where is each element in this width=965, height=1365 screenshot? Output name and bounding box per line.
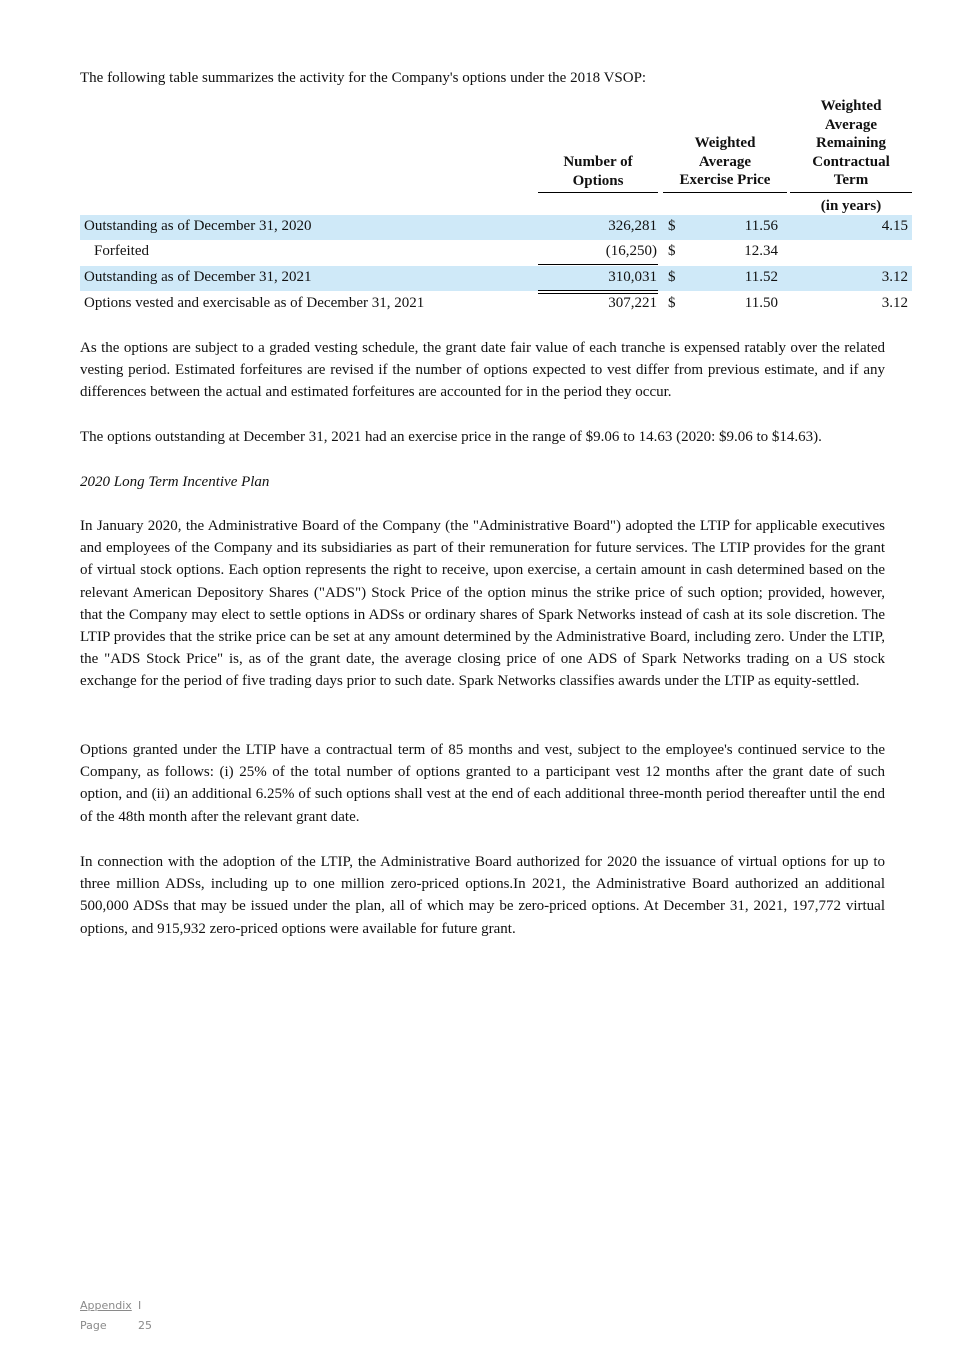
row-term: 4.15 bbox=[881, 218, 908, 234]
row-term: 3.12 bbox=[881, 295, 908, 311]
footer-page bbox=[80, 1319, 152, 1332]
row-currency: $ bbox=[668, 295, 676, 311]
page-number: 25 bbox=[138, 1319, 152, 1332]
row-price: 12.34 bbox=[744, 243, 778, 259]
row-label: Outstanding as of December 31, 2020 bbox=[84, 218, 312, 234]
section-heading: 2020 Long Term Incentive Plan bbox=[80, 474, 270, 490]
row-price: 11.52 bbox=[744, 269, 778, 285]
row-price: 11.50 bbox=[744, 295, 778, 311]
paragraph-ltip-authorization: In connection with the adoption of the LTIP, the Administrative Board authorized for 2020 the issuance of virtual options for up to three million ADSs, including up to one million zero-priced options.In 2021, the Administrative Board authorized an additional 500,000 ADSs that may be issued under the plan, all of which may be zero-priced options. At December 31, 2021, 197,772 virtual options, and 915,932 zero-priced options were available for future grant. bbox=[80, 854, 885, 937]
row-options: 307,221 bbox=[608, 295, 657, 311]
table-intro: The following table summarizes the activity for the Company's options under the 2018 VSOP: bbox=[80, 70, 647, 86]
row-currency: $ bbox=[668, 269, 676, 285]
row-options: 326,281 bbox=[608, 218, 657, 234]
row-options: (16,250) bbox=[605, 243, 657, 259]
table-row bbox=[80, 266, 912, 291]
footer-appendix-value: I bbox=[138, 1299, 142, 1312]
row-label: Outstanding as of December 31, 2021 bbox=[84, 269, 312, 285]
row-options: 310,031 bbox=[608, 269, 657, 285]
table-row bbox=[80, 215, 912, 240]
subtotal-rule bbox=[538, 264, 658, 265]
paragraph-exercise-range: The options outstanding at December 31, 2021 had an exercise price in the range of $9.06 to 14.63 (2020: $9.06 to $14.63). bbox=[80, 429, 822, 445]
header-term-unit: (in years) bbox=[820, 198, 882, 214]
table-row bbox=[80, 292, 912, 317]
row-label: Forfeited bbox=[94, 243, 149, 259]
paragraph-forfeitures: As the options are subject to a graded vesting schedule, the grant date fair value of each tranche is expensed ratably over the related vesting period. Estimated forfeitures are revised if the number of options expected to vest differ from previous estimate, and if any differences between the actual and estimated forfeitures are accounted for in the period they occur. bbox=[80, 340, 885, 401]
row-term: 3.12 bbox=[881, 269, 908, 285]
total-rule-top bbox=[538, 290, 658, 291]
table-row bbox=[80, 240, 912, 265]
footer-appendix-label: Appendix bbox=[80, 1299, 132, 1312]
footer-page-label: Page bbox=[80, 1319, 107, 1332]
footer-appendix bbox=[80, 1299, 141, 1312]
row-currency: $ bbox=[668, 218, 676, 234]
row-label: Options vested and exercisable as of December 31, 2021 bbox=[84, 295, 425, 311]
row-price: 11.56 bbox=[744, 218, 778, 234]
paragraph-ltip-description: In January 2020, the Administrative Board of the Company (the "Administrative Board") adopted the LTIP for applicable executives and employees of the Company and its subsidiaries as part of their remuneration for future services. The LTIP provides for the grant of virtual stock options. Each option represents the right to receive, upon exercise, a certain amount in cash determined based on the relevant American Depository Shares ("ADS") Stock Price of the option minus the strike price of such option; provided, however, that the Company may elect to settle options in ADSs or ordinary shares of Spark Networks instead of cash at its sole discretion. The LTIP provides that the strike price can be set at any amount determined by the Administrative Board, including zero. Under the LTIP, the "ADS Stock Price" is, as of the grant date, the average closing price of one ADS of Spark Networks trading on a US stock exchange for the period of five trading days prior to such date. Spark Networks classifies awards under the LTIP as equity-settled. bbox=[80, 518, 885, 690]
paragraph-ltip-vesting: Options granted under the LTIP have a contractual term of 85 months and vest, subject to the employee's continued service to the Company, as follows: (i) 25% of the total number of options granted to a participant vest 12 months after the grant date of such option, and (ii) an additional 6.25% of such options shall vest at the end of each additional three-month period thereafter until the end of the 48th month after the relevant grant date. bbox=[80, 742, 885, 825]
header-weighted-average-remaining-term: Weighted Average Remaining Contractual Term bbox=[790, 97, 912, 193]
header-weighted-average-exercise-price: Weighted Average Exercise Price bbox=[663, 134, 787, 193]
header-number-of-options: Number of Options bbox=[538, 153, 658, 193]
row-currency: $ bbox=[668, 243, 676, 259]
